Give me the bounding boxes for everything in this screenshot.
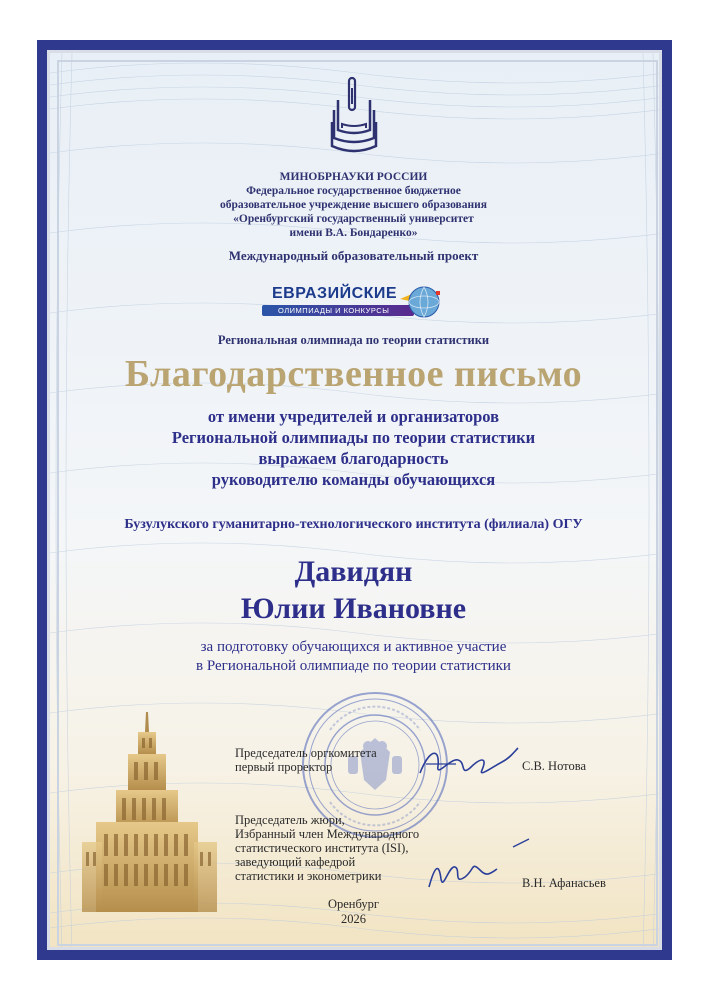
from-line: руководителю команды обучающихся bbox=[211, 470, 496, 489]
eurasian-olympiads-logo bbox=[262, 284, 444, 320]
institution-name: Бузулукского гуманитарно-технологического института (филиала) ОГУ bbox=[124, 517, 583, 532]
signature-block-organizer bbox=[235, 746, 377, 774]
olympiad-name: Региональная олимпиада по теории статистики bbox=[217, 333, 490, 347]
ministry-line: «Оренбургский государственный университет bbox=[233, 213, 474, 225]
footer-block bbox=[0, 897, 707, 927]
footer-year: 2026 bbox=[341, 912, 366, 926]
project-label: Международный образовательный проект bbox=[228, 248, 479, 263]
from-line: от имени учредителей и организаторов bbox=[207, 407, 500, 426]
signature-title-line: первый проректор bbox=[235, 760, 333, 774]
from-line: Региональной олимпиады по теории статистики bbox=[171, 428, 536, 447]
signature-title-line: Избранный член Международного bbox=[235, 827, 420, 841]
recipient-given-name: Юлии Ивановне bbox=[240, 592, 467, 625]
recipient-name bbox=[0, 553, 707, 627]
reason-block bbox=[0, 638, 707, 676]
signature-title-line: Председатель оргкомитета bbox=[235, 746, 377, 760]
ministry-line: Федеральное государственное бюджетное bbox=[246, 185, 461, 197]
signature-title-line: статистического института (ISI), bbox=[235, 841, 409, 855]
logo-line1: ЕВРАЗИЙСКИЕ bbox=[272, 285, 398, 302]
logo-line2: ОЛИМПИАДЫ И КОНКУРСЫ bbox=[278, 306, 390, 315]
signature-name-notova: С.В. Нотова bbox=[522, 759, 586, 773]
globe-icon bbox=[400, 285, 440, 319]
footer-city: Оренбург bbox=[327, 897, 380, 911]
signature-scribble-notova bbox=[410, 738, 520, 788]
signature-title-line: статистики и эконометрики bbox=[235, 869, 382, 883]
signature-title-line: заведующий кафедрой bbox=[235, 855, 356, 869]
from-block bbox=[0, 406, 707, 490]
ministry-block bbox=[0, 170, 707, 240]
from-line: выражаем благодарность bbox=[258, 449, 449, 468]
ministry-line: имени В.А. Бондаренко» bbox=[289, 227, 418, 239]
signature-block-jury bbox=[235, 813, 419, 883]
reason-line: в Региональной олимпиаде по теории статистики bbox=[196, 658, 511, 674]
signature-name-afanasyev: В.Н. Афанасьев bbox=[522, 876, 606, 890]
university-emblem-icon bbox=[330, 74, 378, 160]
signature-scribble-afanasyev bbox=[425, 835, 535, 895]
certificate-title: Благодарственное письмо bbox=[124, 353, 583, 395]
recipient-surname: Давидян bbox=[294, 555, 413, 588]
ministry-line: образовательное учреждение высшего образования bbox=[220, 199, 487, 211]
university-building-image bbox=[82, 712, 217, 912]
signature-title-line: Председатель жюри, bbox=[235, 813, 345, 827]
ministry-line: МИНОБРНАУКИ РОССИИ bbox=[279, 171, 428, 183]
reason-line: за подготовку обучающихся и активное участие bbox=[200, 639, 507, 655]
